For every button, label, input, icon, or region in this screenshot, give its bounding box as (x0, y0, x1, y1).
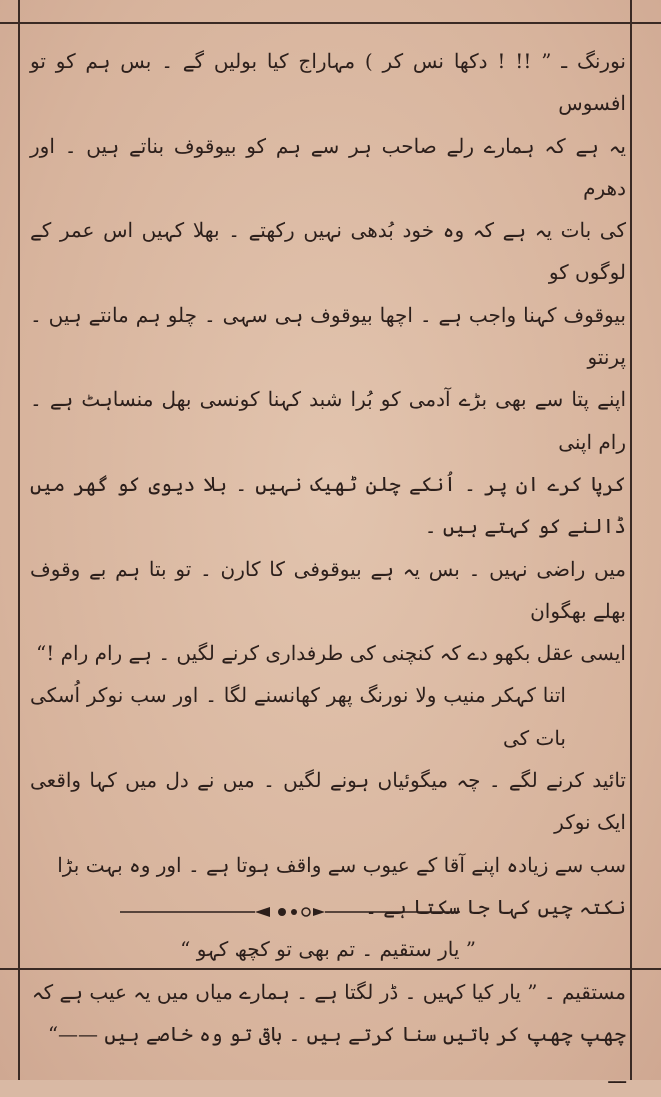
right-border-rule (630, 0, 632, 1080)
text-line: اپنے پتا سے بھی بڑے آدمی کو بُرا شبد کہنا کونسی بھل منساہٹ ہے ۔ رام اپنی (30, 387, 626, 454)
text-line: مستقیم ۔ ” یار کیا کہیں ۔ ڈر لگتا ہے ۔ ہمارے میاں میں یہ عیب ہے کہ (31, 979, 626, 1004)
text-line: میں راضی نہیں ۔ بس یہ ہے بیوقوفی کا کارن ۔ تو بتا ہم بے وقوف بھلے بھگوان (30, 556, 626, 623)
top-border-rule (0, 22, 661, 24)
text-line: بیوقوف کہنا واجب ہے ۔ اچھا بیوقوف ہی سہی ۔ چلو ہم مانتے ہیں ۔ پرنتو (30, 302, 626, 370)
text-line: نکتہ چیں کہا جا سکتا ہے ۔ (365, 894, 626, 919)
text-line: نورنگ ـ ” !! ! دکھا نس کر ) مہاراج کیا بولیں گے ۔ بس ہم کو تو افسوس (30, 49, 626, 116)
text-line: تائید کرنے لگے ۔ چہ میگوئیاں ہونے لگیں ۔ میں نے دل میں کہا واقعی ایک نوکر (30, 768, 626, 835)
text-line: کرپا کرے ان پر ۔ اُنکے چلن ٹھیک نہیں ۔ بلا دیوی کو گھر میں ڈالنے کو کہتے ہیں ۔ (30, 471, 626, 539)
text-line: ـــ (608, 1064, 626, 1089)
text-line: چھپ چھپ کر باتیں سنا کرتے ہیں ۔ باقی تو وہ خاصے ہیں ——“ (47, 1021, 626, 1046)
left-border-rule (18, 0, 20, 1080)
text-line: کی بات یہ ہے کہ وہ خود بُدھی نہیں رکھتے ۔ بھلا کہیں اس عمر کے لوگوں کو (30, 218, 627, 285)
text-line: اتنا کہکر منیب ولا نورنگ پھر کھانسنے لگا ۔ اور سب نوکر اُسکی بات کی (30, 683, 566, 750)
text-line: ” یار ستقیم ۔ تم بھی تو کچھ کہو “ (180, 937, 476, 962)
urdu-body-text (30, 40, 626, 1097)
ornament-divider (120, 900, 460, 924)
text-line: یہ ہے کہ ہمارے رلے صاحب ہر سے ہم کو بیوقوف بناتے ہیں ۔ اور دھرم (30, 133, 626, 200)
text-line: ایسی عقل بکھو دے کہ کنچنی کی طرفداری کرنے لگیں ۔ ہے رام رام !“ (36, 641, 626, 666)
text-line: سب سے زیادہ اپنے آقا کے عیوب سے واقف ہوتا ہے ۔ اور وہ بہت بڑا (57, 852, 626, 877)
